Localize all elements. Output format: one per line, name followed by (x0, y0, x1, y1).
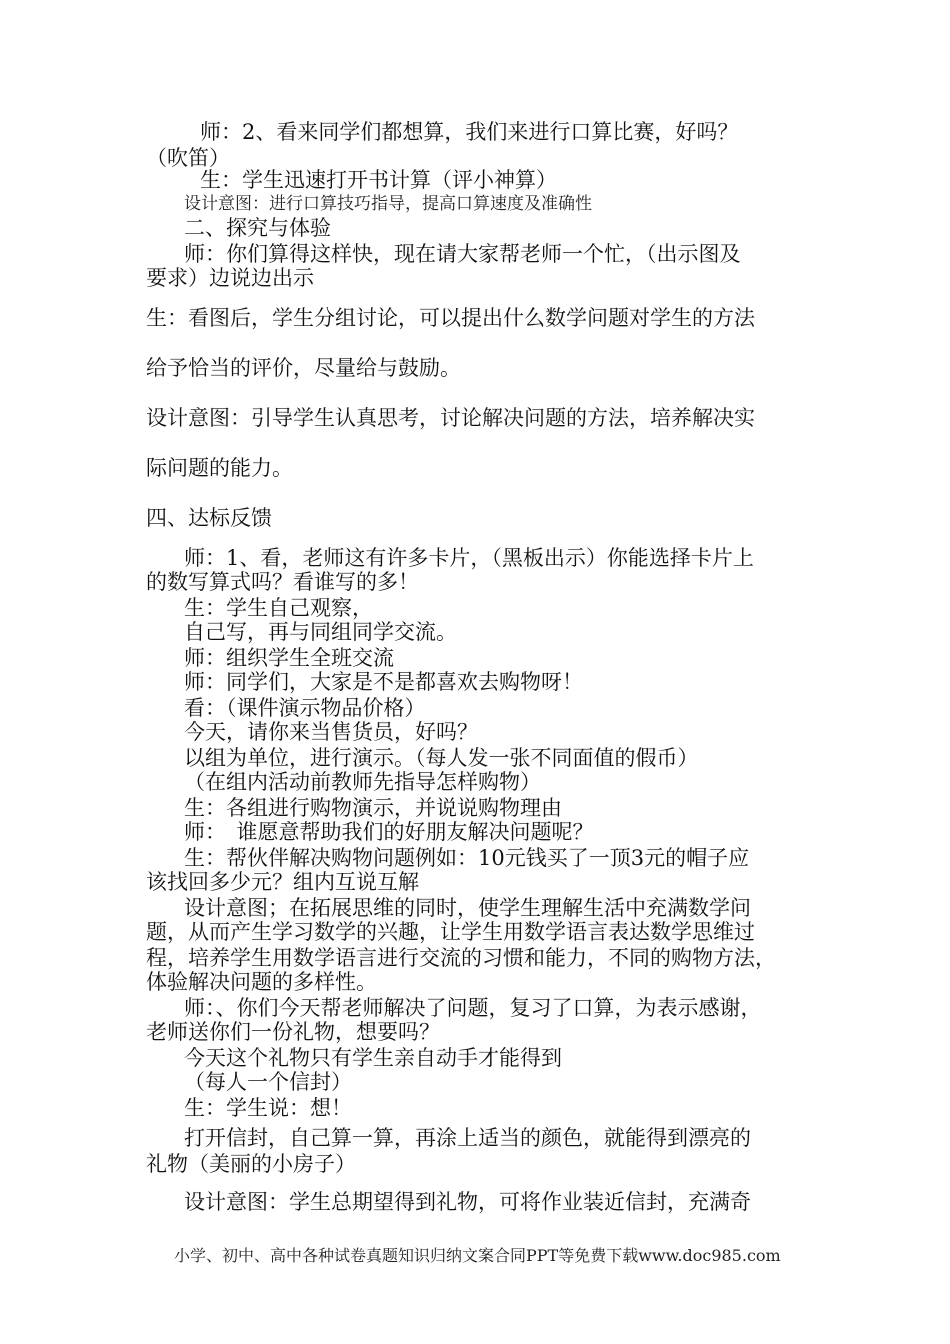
design-intent-note: 设计意图：进行口算技巧指导，提高口算速度及准确性 (184, 194, 592, 214)
text-line: 老师送你们一份礼物，想要吗？ (146, 1020, 440, 1044)
text-line: 该找回多少元？组内互说互解 (146, 870, 419, 894)
text-line: 的数写算式吗？看谁写的多！ (146, 570, 419, 594)
text-line: 题，从而产生学习数学的兴趣，让学生用数学语言表达数学思维过 (146, 920, 755, 944)
text-line: 看：（课件演示物品价格） (184, 696, 426, 720)
text-line: 师：2、看来同学们都想算，我们来进行口算比赛，好吗？ (200, 120, 739, 144)
text-line: 生：各组进行购物演示，并说说购物理由 (184, 796, 562, 820)
text-line: （每人一个信封） (184, 1070, 352, 1094)
text-line: 设计意图：引导学生认真思考，讨论解决问题的方法，培养解决实 (146, 406, 755, 430)
text-line: 生：学生迅速打开书计算（评小神算） (200, 168, 557, 192)
text-line: 自己写，再与同组同学交流。 (184, 620, 457, 644)
text-line: 师：组织学生全班交流 (184, 646, 394, 670)
text-line: 师：你们算得这样快，现在请大家帮老师一个忙，（出示图及 (184, 242, 741, 266)
text-line: 师：同学们，大家是不是都喜欢去购物呀！ (184, 670, 583, 694)
text-line: 生：学生自己观察， (184, 596, 373, 620)
text-line: 今天，请你来当售货员，好吗？ (184, 720, 478, 744)
text-line: 要求）边说边出示 (146, 266, 314, 290)
section-heading: 二、探究与体验 (184, 216, 331, 240)
text-line: 礼物（美丽的小房子） (146, 1152, 356, 1176)
text-line: 给予恰当的评价，尽量给与鼓励。 (146, 356, 461, 380)
text-line: 生：帮伙伴解决购物问题例如：10元钱买了一顶3元的帽子应 (184, 846, 750, 870)
text-line: 师：1、看，老师这有许多卡片，（黑板出示）你能选择卡片上 (184, 546, 754, 570)
page-footer: 小学、初中、高中各种试卷真题知识归纳文案合同PPT等免费下载www.doc985.com (174, 1246, 781, 1265)
text-line: （吹笛） (146, 146, 230, 170)
text-line: 生：学生说：想！ (184, 1096, 352, 1120)
text-line: 体验解决问题的多样性。 (146, 970, 377, 994)
text-line: 今天这个礼物只有学生亲自动手才能得到 (184, 1046, 562, 1070)
text-line: （在组内活动前教师先指导怎样购物） (184, 770, 541, 794)
text-line: 师： 谁愿意帮助我们的好朋友解决问题呢？ (184, 820, 594, 844)
text-line: 设计意图：学生总期望得到礼物，可将作业装近信封，充满奇 (184, 1190, 751, 1214)
text-line: 以组为单位，进行演示。（每人发一张不同面值的假币） (184, 746, 699, 770)
text-line: 程，培养学生用数学语言进行交流的习惯和能力，不同的购物方法， (146, 946, 776, 970)
section-heading: 四、达标反馈 (146, 506, 272, 530)
text-line: 打开信封，自己算一算，再涂上适当的颜色，就能得到漂亮的 (184, 1126, 751, 1150)
text-line: 设计意图；在拓展思维的同时，使学生理解生活中充满数学问 (184, 896, 751, 920)
text-line: 师：、你们今天帮老师解决了问题，复习了口算，为表示感谢， (184, 996, 762, 1020)
text-line: 生：看图后，学生分组讨论，可以提出什么数学问题对学生的方法 (146, 306, 755, 330)
text-line: 际问题的能力。 (146, 456, 293, 480)
